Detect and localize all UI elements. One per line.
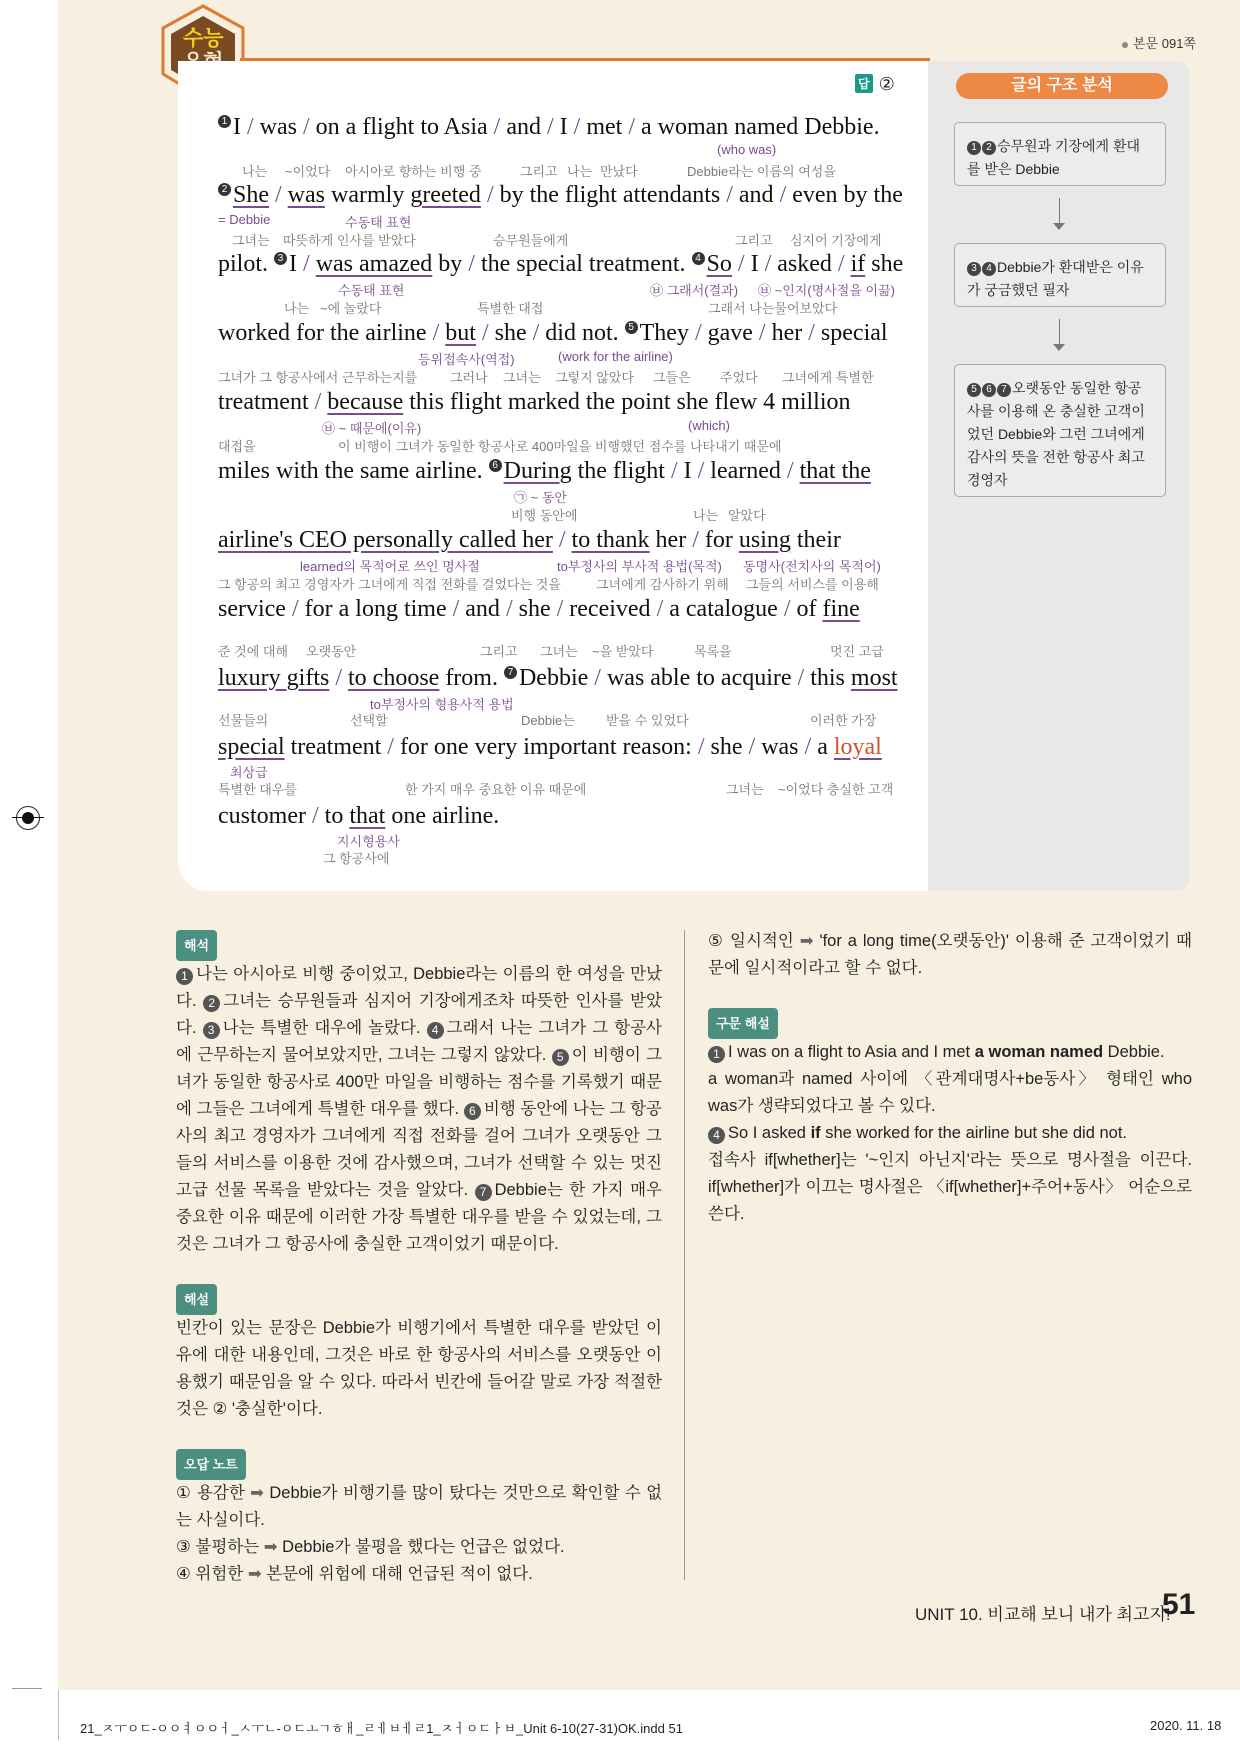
- sentence-number-icon: 2: [218, 183, 231, 196]
- translation: 그녀는: [232, 233, 270, 248]
- page-reference: [1122, 33, 1196, 52]
- translation: 특별한 대접: [477, 301, 544, 316]
- translation: 그녀는: [540, 644, 578, 659]
- note-superlative: 최상급: [230, 765, 268, 780]
- number-icon: 2: [203, 995, 220, 1012]
- number-icon: 5: [967, 383, 981, 397]
- structure-panel-title: 글의 구조 분석: [956, 73, 1168, 99]
- number-icon: 6: [464, 1103, 481, 1120]
- wrong-answer-item: ① 용감한 ➡ Debbie가 비행기를 많이 탔다는 것만으로 확인할 수 없는 사실이다.: [176, 1484, 663, 1529]
- structure-box-text: 오랫동안 동일한 항공사를 이용해 온 충실한 고객이었던 Debbie와 그런 그녀에게 감사의 뜻을 전한 항공사 최고 경영자: [967, 380, 1145, 488]
- note-which: (which): [688, 418, 730, 433]
- answer-tag: 답: [855, 74, 873, 93]
- translation: 그녀는: [503, 370, 541, 385]
- passage-line-11: customer / to that one airline.: [218, 803, 500, 829]
- sentence-number-icon: 5: [625, 321, 638, 334]
- right-column: [708, 928, 1192, 1228]
- translation: Debbie라는 이름의 여성을: [687, 164, 836, 179]
- passage-line-2: 2 She / was warmly greeted / by the flight attendants / and / even by the: [218, 182, 903, 209]
- number-icon: 4: [708, 1127, 725, 1144]
- note-if-clause: ㉥ ~인지(명사절을 이끎): [758, 283, 895, 298]
- translation-sentence: 나는 아시아로 비행 중이었고, Debbie라는 이름의 한 여성을 만났다.: [176, 965, 662, 1010]
- arrow-right-icon: ➡: [250, 1484, 264, 1502]
- syntax-item-4: 4 So I asked if she worked for the airline but she did not.: [708, 1120, 1192, 1147]
- badge-label-line1: 수능: [183, 27, 224, 50]
- structure-box-2: [954, 243, 1166, 307]
- translation: ~을 받았다: [592, 644, 654, 659]
- sentence-number-icon: 6: [489, 459, 502, 472]
- translation: ~이었다: [285, 164, 331, 179]
- translation: 주었다: [720, 370, 758, 385]
- section-tag-translation: 해석: [176, 930, 217, 961]
- passage-line-5: treatment / because this flight marked the point she flew 4 million: [218, 389, 851, 415]
- translation: 그리고: [480, 644, 518, 659]
- sentence-number-icon: 4: [692, 252, 705, 265]
- translation: ~이었다 충실한 고객: [778, 782, 894, 797]
- translation: 아시아로 향하는 비행 중: [345, 164, 482, 179]
- translation: 대접을: [218, 439, 256, 454]
- answer-indicator: [855, 74, 895, 95]
- passage-line-7: airline's CEO personally called her / to thank her / for using their: [218, 527, 841, 553]
- section-tag-explanation: 해설: [176, 1284, 217, 1315]
- translation: 그렇지 않았다: [555, 370, 634, 385]
- margin-rule: [58, 1690, 59, 1740]
- note-so-result: ㉥ 그래서(결과): [650, 283, 739, 298]
- note-demonstrative: 지시형용사: [337, 834, 400, 849]
- translation: 오랫동안: [306, 644, 357, 659]
- translation-section: [176, 930, 662, 1588]
- sentence-number-icon: 7: [504, 666, 517, 679]
- arrow-down-icon: [1059, 198, 1060, 224]
- sentence-number-icon: 3: [274, 252, 287, 265]
- number-icon: 2: [982, 141, 996, 155]
- arrow-down-icon: [1059, 319, 1060, 345]
- translation: 목록을: [694, 644, 732, 659]
- arrow-right-icon: ➡: [799, 932, 814, 950]
- translation: 나는: [284, 301, 310, 316]
- arrow-right-icon: ➡: [263, 1538, 278, 1556]
- registration-mark-icon: [16, 806, 40, 830]
- translation: 그래서 나는물어보았다: [708, 301, 838, 316]
- unit-title: UNIT 10. 비교해 보니 내가 최고지!: [915, 1605, 1171, 1624]
- crop-mark: [12, 1688, 42, 1689]
- translation: 그리고: [735, 233, 773, 248]
- passage-line-9: luxury gifts / to choose from. 7 Debbie / was able to acquire / this most: [218, 665, 898, 691]
- number-icon: 4: [982, 262, 996, 276]
- translation: 나는: [567, 164, 593, 179]
- translation: 특별한 대우를: [218, 782, 297, 797]
- translation: 선택할: [350, 713, 388, 728]
- translation: 비행 동안에: [511, 508, 578, 523]
- structure-box-3: [954, 364, 1166, 497]
- note-passive: 수동태 표현: [338, 283, 405, 298]
- wrong-answer-item: ⑤ 일시적인 ➡ 'for a long time(오랫동안)' 이용해 준 고객이었기 때문에 일시적이라고 할 수 없다.: [708, 932, 1192, 977]
- translation: 알았다: [728, 508, 766, 523]
- arrow-right-icon: ➡: [247, 1565, 262, 1583]
- wrong-answer-item: ④ 위험한 ➡ 본문에 위험에 대해 언급된 적이 없다.: [176, 1565, 533, 1583]
- syntax-explanation: a woman과 named 사이에 〈관계대명사+be동사〉 형태인 who was가 생략되었다고 볼 수 있다.: [708, 1070, 1192, 1115]
- syntax-explanation: 접속사 if[whether]는 '~인지 아닌지'라는 뜻으로 명사절을 이끈다. if[whether]가 이끄는 명사절은 〈if[whether]+주어+동사〉 어순으로 쓴다.: [708, 1151, 1192, 1223]
- translation: 이러한 가장: [810, 713, 877, 728]
- translation-sentence: 나는 특별한 대우에 놀랐다.: [222, 1019, 421, 1037]
- section-tag-wrong-answers: 오답 노트: [176, 1449, 246, 1480]
- note-but: 등위접속사(역접): [418, 352, 515, 367]
- column-divider: [684, 930, 685, 1580]
- translation: 그녀가 그 항공사에서 근무하는지를: [218, 370, 418, 385]
- translation: 그리고: [520, 164, 558, 179]
- translation: 그 항공의 최고 경영자가 그녀에게 직접 전화를 걸었다는 것을: [218, 577, 561, 592]
- translation: Debbie는: [521, 713, 575, 728]
- explanation-text: 빈칸이 있는 문장은 Debbie가 비행기에서 특별한 대우를 받았던 이유에 대한 내용인데, 그것은 바로 한 항공사의 서비스를 오랫동안 이용했기 때문임을 알 수 있다. 따라서 빈칸에 들어갈 말로 가장 적절한 것은 ② '충실한'이다.: [176, 1319, 662, 1418]
- number-icon: 3: [203, 1022, 220, 1039]
- note-passive: 수동태 표현: [345, 215, 412, 230]
- translation: 그들은: [653, 370, 691, 385]
- note-work-for: (work for the airline): [558, 349, 673, 364]
- number-icon: 1: [708, 1046, 725, 1063]
- number-icon: 7: [997, 383, 1011, 397]
- structure-box-text: Debbie가 환대받은 이유가 궁금했던 필자: [967, 259, 1144, 298]
- translation-sentence: 이 비행이 그녀가 동일한 항공사로 400만 마일을 비행하는 점수를 기록했기 때문에 그들은 그녀에게 특별한 대우를 했다.: [176, 1046, 662, 1118]
- translation-sentence: 비행 동안에 나는 그 항공사의 최고 경영자가 그녀에게 직접 전화를 걸어 그녀가 오랫동안 그들의 서비스를 이용한 것에 감사했으며, 그녀가 선택할 수 있는 멋진 고급 선물 목록을 받았다는 것을 알았다.: [176, 1100, 662, 1199]
- wrong-answer-item: ③ 불평하는 ➡ Debbie가 불평을 했다는 언급은 없었다.: [176, 1538, 565, 1556]
- note-eq-debbie: = Debbie: [218, 212, 271, 227]
- bullet-icon: [1122, 42, 1128, 48]
- number-icon: 3: [967, 262, 981, 276]
- translation: 그녀에게 감사하기 위해: [596, 577, 729, 592]
- translation: 그러나: [450, 370, 488, 385]
- translation: 심지어 기장에게: [790, 233, 882, 248]
- number-icon: 7: [475, 1184, 492, 1201]
- translation: ~에 놀랐다: [320, 301, 382, 316]
- number-icon: 4: [427, 1022, 444, 1039]
- note-to-infinitive-adjective: to부정사의 형용사적 용법: [370, 697, 514, 712]
- print-file-name: 21_ㅈㅜㅇㄷ-ㅇㅇㅕㅇㅇㅓ_ㅅㅜㄴ-ㅇㄷㅗㄱㅎㅐ_ㄹㅔㅂㅔㄹ1_ㅈㅓㅇㄷㅏㅂ_Unit 6-10(27-31)OK.indd 51: [80, 1721, 683, 1736]
- number-icon: 5: [552, 1049, 569, 1066]
- translation: 선물들의: [218, 713, 269, 728]
- number-icon: 6: [982, 383, 996, 397]
- sentence-number-icon: 1: [218, 115, 231, 128]
- section-tag-syntax: 구문 해설: [708, 1008, 778, 1039]
- translation: 그녀는: [726, 782, 764, 797]
- page-reference-text: 본문 091쪽: [1133, 36, 1196, 51]
- translation-sentence: 그녀는 승무원들과 심지어 기장에게조차 따뜻한 인사를 받았다.: [176, 992, 662, 1037]
- translation: 만났다: [600, 164, 638, 179]
- translation: 준 것에 대해: [218, 644, 289, 659]
- passage-line-1: 1 I / was / on a flight to Asia / and / I / met / a woman named Debbie.: [218, 114, 880, 141]
- translation: 그녀에게 특별한: [782, 370, 874, 385]
- translation: 한 가지 매우 중요한 이유 때문에: [405, 782, 587, 797]
- passage-line-4: worked for the airline / but / she / did not. 5 They / gave / her / special: [218, 320, 888, 346]
- note-learned-object: learned의 목적어로 쓰인 명사절: [300, 559, 480, 574]
- translation: 이 비행이 그녀가 동일한 항공사로 400마일을 비행했던 점수를 나타내기 때문에: [338, 439, 782, 454]
- translation-sentence: 그래서 나는 그녀가 그 항공사에 근무하는지 물어보았지만, 그녀는 그렇지 않았다.: [176, 1019, 662, 1064]
- structure-box-text: 승무원과 기장에게 환대를 받은 Debbie: [967, 138, 1141, 177]
- translation: 그들의 서비스를 이용해: [746, 577, 879, 592]
- note-because: ㉥ ~ 때문에(이유): [322, 421, 422, 436]
- passage-line-6: miles with the same airline. 6 During the flight / I / learned / that the: [218, 458, 871, 484]
- syntax-item-1: 1 I was on a flight to Asia and I met a woman named Debbie.: [708, 1039, 1192, 1066]
- number-icon: 1: [967, 141, 981, 155]
- number-icon: 1: [176, 968, 193, 985]
- note-gerund: 동명사(전치사의 목적어): [743, 559, 881, 574]
- passage-line-3: pilot. 3 I / was amazed by / the special treatment. 4 So / I / asked / if she: [218, 251, 904, 277]
- passage-line-10: special treatment / for one very important reason: / she / was / a loyal: [218, 734, 882, 760]
- translation: 그 항공사에: [323, 851, 390, 866]
- translation: 멋진 고급: [830, 644, 884, 659]
- structure-box-1: [954, 122, 1166, 186]
- note-who-was: (who was): [717, 142, 777, 157]
- translation: 따뜻하게 인사를 받았다: [283, 233, 416, 248]
- translation: 받을 수 있었다: [606, 713, 689, 728]
- translation-sentence: Debbie는 한 가지 매우 중요한 이유 때문에 이러한 가장 특별한 대우를 받을 수 있었는데, 그것은 그녀가 그 항공사에 충실한 고객이었기 때문이다.: [176, 1181, 662, 1253]
- translation: 나는: [242, 164, 268, 179]
- translation: 승무원들에게: [493, 233, 569, 248]
- print-date: 2020. 11. 18: [1150, 1718, 1222, 1733]
- passage-line-8: service / for a long time / and / she / received / a catalogue / of fine: [218, 596, 860, 622]
- translation: 나는: [693, 508, 719, 523]
- answer-value: ②: [878, 74, 895, 94]
- page-number: 51: [1162, 1588, 1196, 1621]
- note-during: ㉠ ~ 동안: [514, 490, 567, 505]
- note-to-infinitive-purpose: to부정사의 부사적 용법(목적): [557, 559, 722, 574]
